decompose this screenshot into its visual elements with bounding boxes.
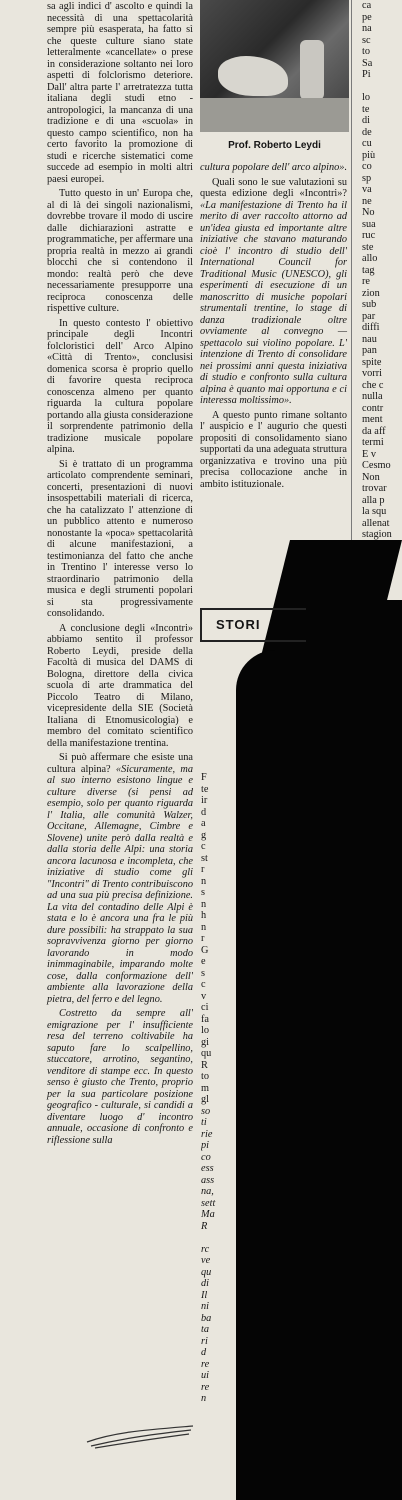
- fragment-line: na,: [201, 1186, 214, 1197]
- paragraph: In questo contesto l' obiettivo principale degli Incontri folcloristici dell' Arco Alpino «Città di Trento», conclusisi domenica scorsa è proprio quello di favorire questa reciproca conoscenza almeno per quanto riguarda la cultura popolare portando alla giusta considerazione il sorprendente patrimonio della tradizione musicale popolare alpina.: [47, 317, 193, 455]
- strip-line: stagion: [362, 529, 392, 540]
- fragment-line: R: [201, 1220, 208, 1232]
- fragment-line: so: [201, 1105, 211, 1117]
- fragment-line: lo: [201, 1025, 210, 1036]
- strip-line: co: [362, 161, 372, 172]
- strip-line: zion: [362, 287, 380, 299]
- scan-shadow: [236, 650, 402, 1500]
- strip-line: Cesmo: [362, 460, 391, 471]
- strip-line: ca: [362, 0, 372, 11]
- fragment-line: ta: [201, 1324, 210, 1335]
- strip-line: Non: [362, 471, 380, 483]
- article-column-left: [47, 1, 193, 1149]
- fragment-line: [201, 1232, 233, 1244]
- interview-paragraph: [47, 752, 193, 1005]
- adjacent-article-strip: [362, 0, 402, 590]
- fragment-line: gi: [201, 1036, 210, 1048]
- strip-line: Pi: [362, 69, 371, 80]
- fragment-line: r: [201, 933, 205, 944]
- fragment-line: Ma: [201, 1209, 215, 1220]
- strip-line: to: [362, 46, 371, 57]
- fragment-line: r: [201, 864, 205, 875]
- fragment-line: Il: [201, 1289, 208, 1301]
- fragment-line: ba: [201, 1312, 212, 1324]
- interview-question: Quali sono le sue valutazioni su questa edizione degli «Incontri»?: [200, 176, 347, 199]
- strip-line: allo: [362, 253, 378, 264]
- interview-question: Si può affermare che esiste una cultura alpina?: [47, 752, 193, 775]
- fragment-line: rc: [201, 1243, 210, 1255]
- interview-paragraph: [200, 177, 347, 407]
- paragraph: Si è trattato di un programma articolato comprendente seminari, concerti, presentazioni di nuovi insospettabili materiali di ricerca, che ha catalizzato l' attenzione di un pubblico attento e numeroso nonostante la «poca» spettacolarità di alcune manifestazioni, a testimonianza del fatto che anche in Trentino l' interesse verso lo straordinario patrimonio della musica e degli strumenti popolari si sta progressivamente consolidando.: [47, 458, 193, 619]
- strip-line: ruc: [362, 230, 376, 241]
- strip-line: re: [362, 276, 370, 287]
- interview-answer-end: cultura popolare dell' arco alpino».: [200, 162, 348, 173]
- strip-line: va: [362, 184, 372, 195]
- fragment-line: c: [201, 979, 206, 990]
- strip-line: de: [362, 126, 372, 138]
- strip-line: na: [362, 23, 372, 34]
- strip-line: termi: [362, 437, 384, 448]
- strip-line: pe: [362, 11, 372, 23]
- fragment-line: F: [201, 772, 207, 783]
- strip-line: da aff: [362, 425, 386, 437]
- strip-line: spite: [362, 356, 382, 368]
- strip-line: che c: [362, 379, 384, 391]
- fragment-line: e: [201, 956, 206, 967]
- photo-microphone-shape: [300, 40, 324, 100]
- strip-line: trovar: [362, 483, 387, 494]
- cut-article-fragment: [201, 772, 233, 1412]
- fragment-line: ri: [201, 1335, 208, 1347]
- fragment-line: sett: [201, 1197, 216, 1209]
- strip-line: vorri: [362, 368, 383, 379]
- photo-hand-shape: [218, 56, 288, 96]
- strip-line: par: [362, 310, 376, 322]
- fragment-line: gl: [201, 1094, 210, 1105]
- fragment-line: R: [201, 1059, 208, 1071]
- strip-line: pan: [362, 345, 377, 356]
- strip-line: nau: [362, 333, 377, 345]
- strip-line: nulla: [362, 391, 383, 402]
- fragment-line: qu: [201, 1266, 212, 1278]
- strip-line: la squ: [362, 506, 387, 517]
- strip-line: sub: [362, 299, 377, 310]
- strip-line: cu: [362, 138, 372, 149]
- fragment-line: ve: [201, 1255, 211, 1266]
- fragment-line: G: [201, 944, 209, 956]
- paragraph: A questo punto rimane soltanto l' auspicio e l' augurio che questi propositi di consolidamento siano supportati da una adeguata struttura organizzativa e trovino una più precisa collocazione anche in ambito istituzionale.: [200, 409, 347, 490]
- fragment-line: v: [201, 990, 207, 1002]
- strip-line: sp: [362, 172, 372, 184]
- fragment-line: ni: [201, 1301, 210, 1312]
- fragment-line: n: [201, 875, 207, 887]
- strip-line: sc: [362, 34, 371, 46]
- pen-stroke: [85, 1420, 195, 1450]
- strip-line: diffi: [362, 322, 380, 333]
- photo-caption: Prof. Roberto Leydi: [228, 140, 321, 151]
- fragment-line: re: [201, 1381, 210, 1393]
- strip-line: contr: [362, 402, 384, 414]
- fragment-line: pi: [201, 1140, 210, 1151]
- headline-box: STORI: [200, 608, 306, 642]
- fragment-line: d: [201, 1347, 207, 1358]
- strip-line: Sa: [362, 57, 373, 69]
- strip-line: lo: [362, 92, 371, 103]
- paragraph: sa agli indici d' ascolto e quindi la necessità di una spettacolarità sempre più esasperata, ha fatto sì che queste culture siano state letteralmente «cancellate» o prese in considerazione soltanto nei loro aspetti di folclorismo deteriore. Dall' altra parte l' arretratezza tutta italiana degli studi etno - antropologici, la mancanza di una tradizione e di una «scuola» in questo campo scientifico, non ha certo favorito la promozione di studi e ricerche sistematici come succede ad esempio in molti altri paesi europei.: [47, 1, 193, 185]
- interview-answer: «La manifestazione di Trento ha il merito di aver raccolto attorno ad un'idea giusta ed importante altre iniziative che stavano maturando cioè l' incontro di studio dell' International Council for Traditional Music (UNESCO), gli esperimenti di esecuzione di un manoscritto di musiche popolari strumentali trentine, lo stage di danza tradizionale oltre ovviamente al convegno — spettacolo sui violino popolare. L' intenzione di Trento di consolidare nei prossimi anni questa iniziativa di studio e confronto sulla cultura alpina è quanto mai opportuna e ci interessa moltissimo».: [200, 199, 347, 406]
- strip-line: [362, 81, 402, 93]
- fragment-line: fa: [201, 1013, 209, 1025]
- fragment-line: qu: [201, 1048, 212, 1059]
- strip-line: alla p: [362, 494, 385, 506]
- fragment-line: n: [201, 898, 207, 910]
- portrait-photo: [200, 0, 349, 132]
- strip-line: ment: [362, 414, 383, 425]
- interview-answer-continued: Costretto da sempre all' emigrazione per l' insufficiente resa del terreno coltivabile ha saputo fare lo scalpellino, stuccatore, arrotino, segantino, venditore di stampe ecc. In questo senso è giusto che Trento, proprio per la sua particolare posizione geografico - culturale, si candidi a diventare luogo d' incontro annuale, occasione di confronto e riflessione sulla: [47, 1008, 193, 1146]
- strip-line: di: [362, 115, 371, 126]
- strip-line: No: [362, 207, 375, 218]
- fragment-line: n: [201, 921, 207, 933]
- strip-line: te: [362, 103, 370, 115]
- strip-line: più: [362, 149, 376, 161]
- fragment-line: ti: [201, 1117, 207, 1128]
- article-column-right: [200, 162, 347, 493]
- strip-line: ne: [362, 195, 372, 207]
- fragment-line: ci: [201, 1002, 209, 1013]
- paragraph: Tutto questo in un' Europa che, al di là dei singoli nazionalismi, dovrebbe trovare il modo di uscire dalle dichiarazioni astratte e programmatiche, per affermare una propria realtà in mezzo ai grandi blocchi che si contendono il mondo: realtà però che deve necessariamente presupporre una reciproca conoscenza delle rispettive culture.: [47, 188, 193, 314]
- fragment-line: h: [201, 910, 207, 921]
- fragment-line: s: [201, 967, 206, 979]
- fragment-line: n: [201, 1393, 207, 1404]
- fragment-line: g: [201, 829, 207, 841]
- strip-line: ste: [362, 241, 374, 253]
- strip-line: sua: [362, 218, 376, 230]
- fragment-line: ir: [201, 795, 208, 806]
- fragment-line: ess: [201, 1163, 214, 1174]
- strip-line: tag: [362, 264, 375, 276]
- fragment-line: re: [201, 1358, 210, 1370]
- fragment-line: te: [201, 783, 209, 795]
- paragraph: A conclusione degli «Incontri» abbiamo sentito il professor Roberto Leydi, preside della Facoltà di musica del DAMS di Bologna, direttore della civica scuola di arte drammatica del Piccolo Teatro di Milano, vicepresidente della SIE (Società Italiana di Etnomusicologia) e membro del comitato scientifico della manifestazione trentina.: [47, 622, 193, 749]
- fragment-line: ass: [201, 1174, 215, 1186]
- fragment-line: st: [201, 852, 208, 864]
- fragment-line: di: [201, 1278, 210, 1289]
- fragment-line: m: [201, 1082, 210, 1094]
- fragment-line: to: [201, 1071, 210, 1082]
- fragment-line: a: [201, 818, 206, 829]
- fragment-line: s: [201, 887, 206, 898]
- fragment-line: rie: [201, 1128, 213, 1140]
- photo-table-shape: [200, 98, 349, 132]
- interview-answer: «Sicuramente, ma al suo interno esistono lingue e culture diverse (si pensi ad esempio, solo per quanto riguarda l' Italia, alle comunità Walzer, Occitane, Allemagne, Cimbre e Slovene) unite però dalla realtà e dalla storia delle Alpi: una storia ancora lacunosa e incompleta, che iniziative di studio come gli "Incontri" di Trento contribuiscono ad una sua più precisa definizione. La vita del contadino delle Alpi è stata e lo è ancora una fra le più dure possibili: ha strappato la sua sopravvivenza giorno per giorno lavorando in modo inimmaginabile, imparando molte cose, dalla conformazione dell' ambiente alla lavorazione della pietra, del ferro e del legno.: [47, 763, 193, 1005]
- fragment-line: d: [201, 806, 207, 818]
- fragment-line: co: [201, 1151, 211, 1163]
- strip-line: allenat: [362, 517, 390, 529]
- fragment-line: ui: [201, 1370, 210, 1381]
- strip-line: E v: [362, 448, 377, 460]
- fragment-line: c: [201, 841, 206, 852]
